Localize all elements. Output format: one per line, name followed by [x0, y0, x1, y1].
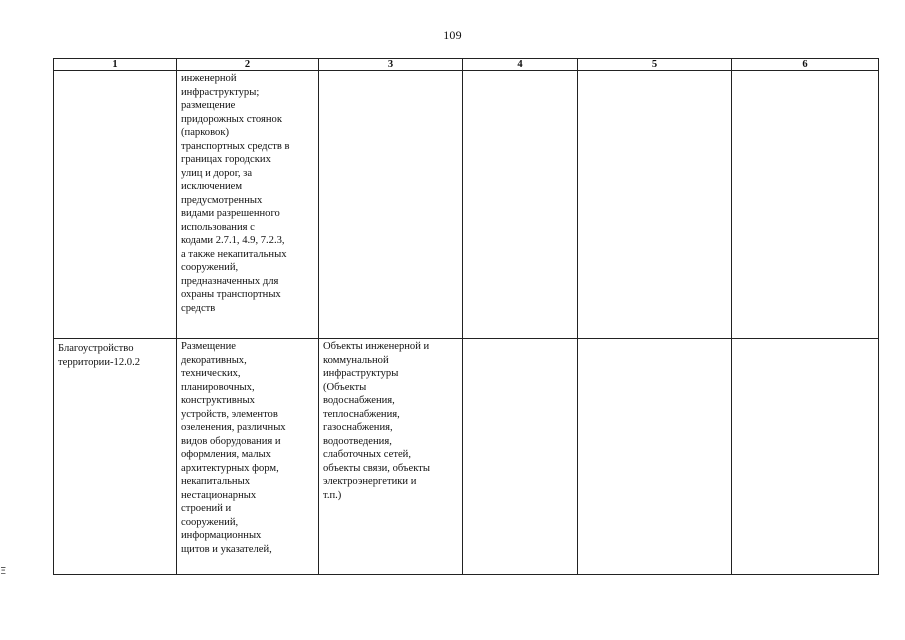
- column-header-5: 5: [578, 59, 732, 71]
- table-cell: [54, 71, 177, 339]
- table-cell: [463, 339, 578, 575]
- table-cell: [319, 71, 463, 339]
- table-cell: [732, 339, 879, 575]
- table-cell: [578, 339, 732, 575]
- column-header-6: 6: [732, 59, 879, 71]
- table-cell: инженерной инфраструктуры; размещение придорожных стоянок (парковок) транспортных средств в границах городских улиц и дорог, за исключением предусмотренных видами разрешенного использования с кодами 2.7.1, 4.9, 7.2.3, а также некапитальных сооружений, предназначенных для охраны транспортных средств: [177, 71, 319, 339]
- table-header-row: [54, 59, 879, 71]
- document-table: [53, 58, 879, 575]
- column-header-1: 1: [54, 59, 177, 71]
- table-row: [54, 71, 879, 339]
- table-cell: [732, 71, 879, 339]
- table-cell: Объекты инженерной и коммунальной инфраструктуры (Объекты водоснабжения, теплоснабжения, газоснабжения, водоотведения, слаботочных сетей, объекты связи, объекты электроэнергетики и т.п.): [319, 339, 463, 575]
- margin-mark: Ξ: [0, 566, 7, 577]
- page-number: 109: [443, 28, 462, 42]
- column-header-2: 2: [177, 59, 319, 71]
- table-cell: Размещение декоративных, технических, планировочных, конструктивных устройств, элементов озеленения, различных видов оборудования и оформления, малых архитектурных форм, некапитальных нестационарных строений и сооружений, информационных щитов и указателей,: [177, 339, 319, 575]
- table-cell: Благоустройство территории-12.0.2: [54, 339, 177, 575]
- table-row: [54, 339, 879, 575]
- table-cell: [463, 71, 578, 339]
- column-header-4: 4: [463, 59, 578, 71]
- table-cell: [578, 71, 732, 339]
- column-header-3: 3: [319, 59, 463, 71]
